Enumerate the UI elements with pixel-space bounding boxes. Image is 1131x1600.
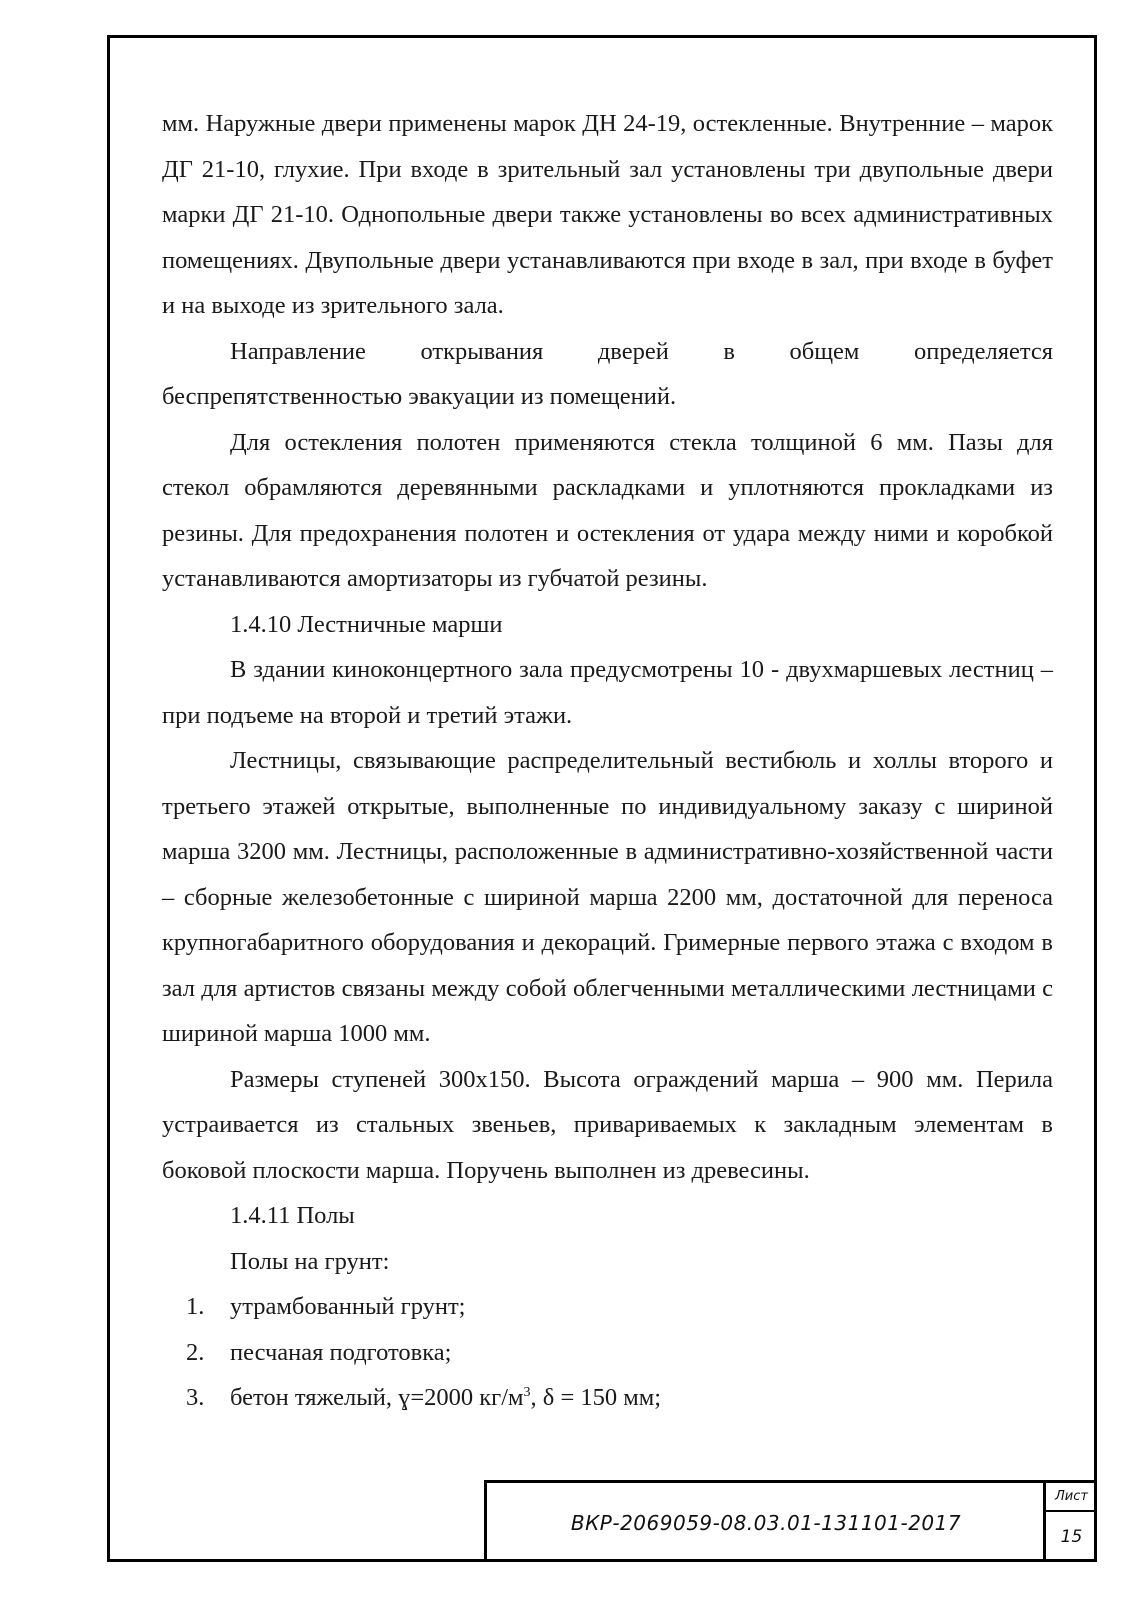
paragraph-stairs-count: В здании киноконцертного зала предусмотрены 10 - двухмаршевых лестниц – при подъеме на второй и третий этажи. — [162, 656, 1053, 729]
sheet-label: Лист — [1046, 1483, 1097, 1512]
document-code: ВКР-2069059-08.03.01-131101-2017 — [570, 1510, 962, 1535]
list-item-text: бетон тяжелый, ɣ=2000 кг/м — [230, 1384, 524, 1411]
list-item-number: 1. — [186, 1293, 205, 1320]
paragraph-steps: Размеры ступеней 300х150. Высота ограждений марша – 900 мм. Перила устраивается из стальных звеньев, привариваемых к закладным элементам в боковой плоскости марша. Поручень выполнен из древесины. — [162, 1065, 1053, 1184]
superscript: 3 — [523, 1384, 531, 1400]
list-item — [162, 1375, 1053, 1421]
paragraph-stairs-description: Лестницы, связывающие распределительный вестибюль и холлы второго и третьего этажей открытые, выполненные по индивидуальному заказу с шириной марша 3200 мм. Лестницы, расположенные в административно-хозяйственной части – сборные железобетонные с шириной марша 2200 мм, достаточной для переноса крупногабаритного оборудования и декораций. Гримерные первого этажа с входом в зал для артистов связаны между собой облегченными металлическими лестницами с шириной марша 1000 мм. — [162, 747, 1053, 1047]
sheet-number: 15 — [1060, 1527, 1083, 1547]
paragraph-door-direction: Направление открывания дверей в общем определяется беспрепятственностью эвакуации из помещений. — [162, 337, 1053, 410]
paragraph-glazing: Для остекления полотен применяются стекла толщиной 6 мм. Пазы для стекол обрамляются деревянными раскладками и уплотняются прокладками из резины. Для предохранения полотен и остекления от удара между ними и коробкой устанавливаются амортизаторы из губчатой резины. — [162, 428, 1053, 592]
list-item — [162, 1330, 1053, 1376]
list-item — [162, 1284, 1053, 1330]
section-heading-floors: 1.4.11 Полы — [230, 1202, 355, 1229]
floor-layers-list — [162, 1284, 1053, 1421]
list-item-number: 3. — [186, 1384, 205, 1411]
list-item-text: песчаная подготовка; — [230, 1338, 452, 1366]
paragraph-floors-on-ground: Полы на грунт: — [230, 1247, 390, 1275]
title-block-stamp — [484, 1480, 1097, 1562]
section-heading-stairs: 1.4.10 Лестничные марши — [230, 610, 503, 638]
list-item-text: утрамбованный грунт; — [230, 1293, 466, 1320]
paragraph-door-direction-1 — [162, 329, 1053, 420]
document-body — [162, 101, 1053, 1421]
paragraph-doors: мм. Наружные двери применены марок ДН 24-19, остекленные. Внутренние – марок ДГ 21-10, глухие. При входе в зрительный зал установлены три двупольные двери марки ДГ 21-10. Однопольные двери также установлены во всех административных помещениях. Двупольные двери устанавливаются при входе в зал, при входе в буфет и на выходе из зрительного зала. — [162, 110, 1053, 319]
list-item-number: 2. — [186, 1338, 205, 1366]
sheet-cell — [1043, 1483, 1097, 1562]
list-item-text-tail: , δ = 150 мм; — [530, 1384, 662, 1411]
